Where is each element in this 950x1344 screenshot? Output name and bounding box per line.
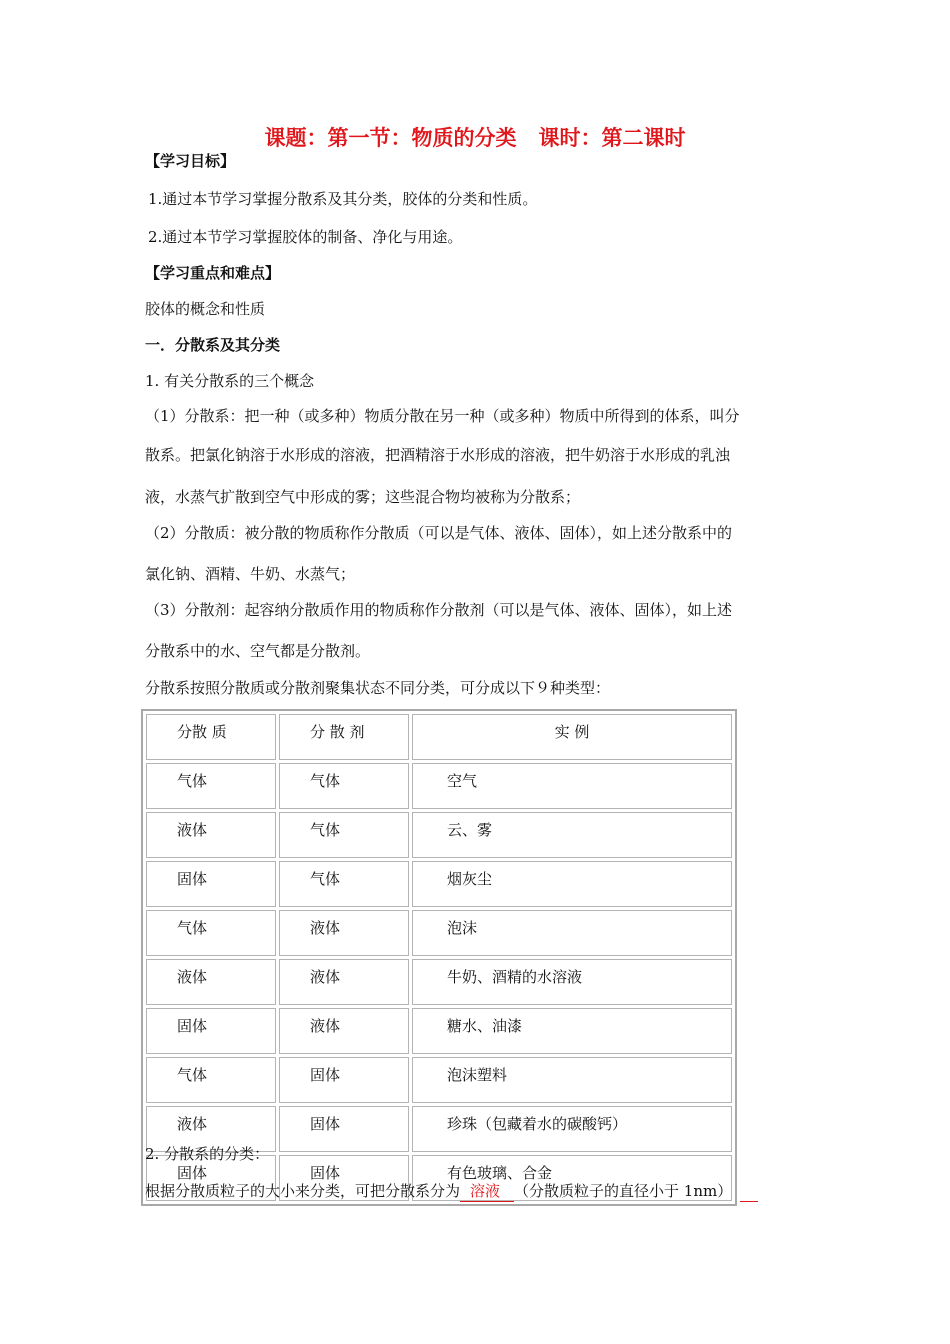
table-row [146, 1057, 732, 1103]
paragraph-line-1: （1）分散系：把一种（或多种）物质分散在另一种（或多种）物质中所得到的体系，叫分 [145, 407, 740, 425]
lesson-title-period: 课时：第二课时 [538, 126, 686, 150]
table-cell: 泡沫 [412, 910, 732, 956]
table-cell: 液体 [146, 812, 276, 858]
table-cell: 糖水、油漆 [412, 1008, 732, 1054]
paragraph-line-4: （2）分散质：被分散的物质称作分散质（可以是气体、液体、固体），如上述分散系中的 [145, 524, 733, 542]
classification-sentence [145, 1180, 758, 1202]
table-cell: 云、雾 [412, 812, 732, 858]
table-cell: 气体 [279, 763, 409, 809]
paragraph-line-8: 分散系按照分散质或分散剂聚集状态不同分类，可分成以下９种类型： [145, 679, 611, 697]
fill-blank-empty [740, 1185, 758, 1202]
table-cell: 固体 [279, 1057, 409, 1103]
table-row [146, 910, 732, 956]
keypoints-heading: 【学习重点和难点】 [145, 264, 281, 282]
table-cell: 气体 [146, 1057, 276, 1103]
table-cell: 有色玻璃、合金 [412, 1155, 732, 1201]
table-cell: 固体 [146, 861, 276, 907]
table-cell: 珍珠（包藏着水的碳酸钙） [412, 1106, 732, 1152]
table-cell: 液体 [146, 959, 276, 1005]
table-cell: 固体 [146, 1008, 276, 1054]
paragraph-line-5: 氯化钠、酒精、牛奶、水蒸气； [145, 565, 356, 583]
section2-heading: 2. 分散系的分类： [145, 1145, 270, 1163]
table-cell: 牛奶、酒精的水溶液 [412, 959, 732, 1005]
paragraph-line-2: 散系。把氯化钠溶于水形成的溶液，把酒精溶于水形成的溶液，把牛奶溶于水形成的乳浊 [145, 446, 731, 464]
table-header-cell: 实 例 [412, 714, 732, 760]
paragraph-line-3: 液，水蒸气扩散到空气中形成的雾；这些混合物均被称为分散系； [145, 488, 581, 506]
table-cell: 空气 [412, 763, 732, 809]
table-row [146, 959, 732, 1005]
table-cell: 固体 [279, 1155, 409, 1201]
fill-blank-answer: 溶液 [460, 1180, 514, 1202]
table-cell: 液体 [279, 1008, 409, 1054]
dispersion-types-table [141, 709, 737, 1206]
section1-subheading: 1. 有关分散系的三个概念 [145, 372, 315, 390]
table-cell: 固体 [146, 1155, 276, 1201]
table-cell: 气体 [279, 861, 409, 907]
table-row [146, 812, 732, 858]
table-row [146, 1008, 732, 1054]
objective-item-2: 2.通过本节学习掌握胶体的制备、净化与用途。 [148, 228, 463, 246]
sentence-trailing-text: （分散质粒子的直径小于 1nm） [514, 1182, 733, 1200]
section1-heading: 一．分散系及其分类 [145, 336, 281, 354]
table-header-row [146, 714, 732, 760]
lesson-title [0, 122, 950, 152]
table-cell: 液体 [279, 910, 409, 956]
table-row [146, 763, 732, 809]
lesson-title-topic: 课题：第一节：物质的分类 [264, 126, 517, 150]
sentence-lead-text: 根据分散质粒子的大小来分类，可把分散系分为 [145, 1182, 461, 1200]
objectives-heading: 【学习目标】 [145, 152, 236, 170]
paragraph-line-6: （3）分散剂：起容纳分散质作用的物质称作分散剂（可以是气体、液体、固体），如上述 [145, 601, 733, 619]
table-cell: 液体 [146, 1106, 276, 1152]
table-cell: 泡沫塑料 [412, 1057, 732, 1103]
table-cell: 液体 [279, 959, 409, 1005]
table-cell: 气体 [146, 763, 276, 809]
table-row [146, 861, 732, 907]
paragraph-line-7: 分散系中的水、空气都是分散剂。 [145, 642, 371, 660]
keypoints-text: 胶体的概念和性质 [145, 300, 266, 318]
objective-item-1: 1.通过本节学习掌握分散系及其分类，胶体的分类和性质。 [148, 190, 538, 208]
table-cell: 气体 [279, 812, 409, 858]
table-header-cell: 分 散 剂 [279, 714, 409, 760]
table-cell: 气体 [146, 910, 276, 956]
table-header-cell: 分散 质 [146, 714, 276, 760]
table-cell: 固体 [279, 1106, 409, 1152]
table-cell: 烟灰尘 [412, 861, 732, 907]
